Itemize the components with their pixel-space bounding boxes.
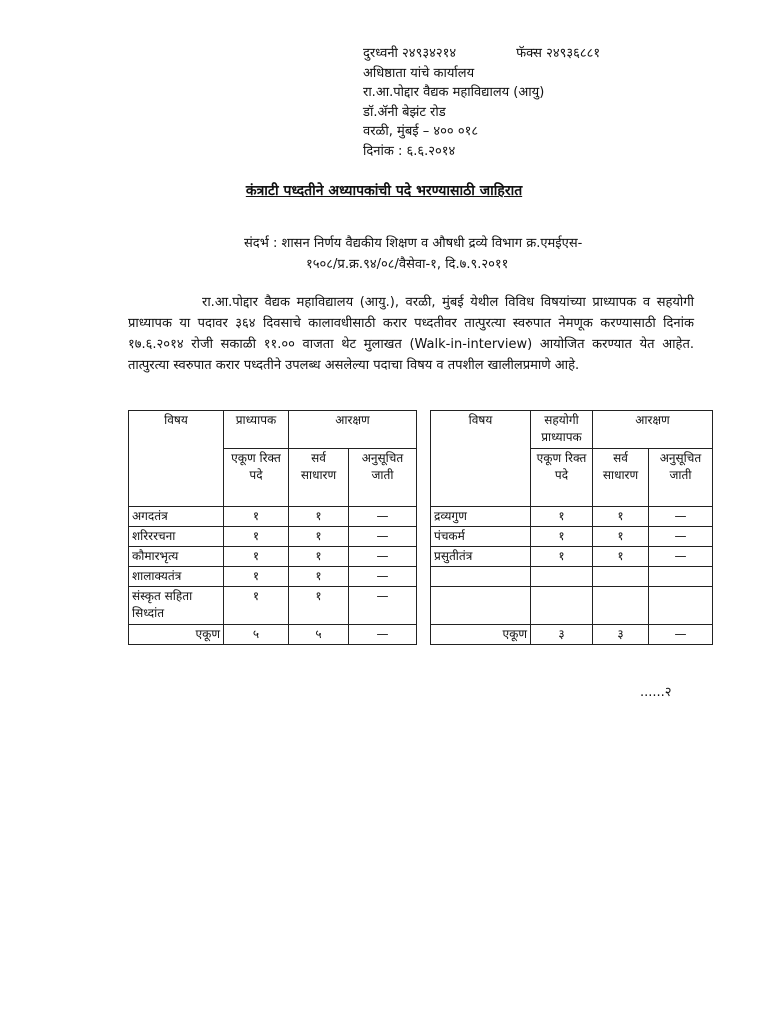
left-sc-header: अनुसूचित जाती — [349, 449, 417, 507]
right-post-header: सहयोगी प्राध्यापक — [531, 411, 593, 449]
left-sc-sum: — — [349, 625, 417, 645]
right-sc-sum: — — [649, 625, 713, 645]
left-total-sum: ५ — [224, 625, 289, 645]
phone-number: दुरध्वनी २४९३४२१४ — [363, 46, 457, 61]
right-general-header: सर्व साधारण — [593, 449, 649, 507]
page-continuation: ......२ — [640, 685, 672, 700]
advertisement-title: कंत्राटी पध्दतीने अध्यापकांची पदे भरण्यासाठी जाहिरात — [245, 183, 523, 199]
right-subject-cell: प्रसुतीतंत्र — [431, 547, 531, 567]
contact-line — [363, 44, 600, 64]
left-total-label: एकूण — [129, 625, 224, 645]
paragraph-text: रा.आ.पोद्दार वैद्यक महाविद्यालय (आयु.), वरळी, मुंबई येथील विविध विषयांच्या प्राध्यापक व सहयोगी प्राध्यापक या पदावर ३६४ दिवसाचे कालावधीसाठी करार पध्दतीवर तात्पुरत्या स्वरुपात नेमणूक करण्यासाठी दिनांक १७.६.२०१४ रोजी सकाळी ११.०० वाजता थेट मुलाखत (Walk-in-interview) आयोजित करण्यात येत आहेत. तात्पुरत्या स्वरुपात करार पध्दतीने उपलब्ध असलेल्या पदाचा विषय व तपशील खालीलप्रमाणे आहे. — [128, 295, 694, 373]
letter-date: दिनांक : ६.६.२०१४ — [363, 143, 456, 159]
right-general-cell: १ — [593, 547, 649, 567]
right-general-cell: १ — [593, 527, 649, 547]
right-empty-cell — [649, 567, 713, 587]
left-subject-cell: संस्कृत सहिता सिध्दांत — [129, 587, 224, 625]
right-empty-cell — [431, 567, 531, 587]
left-general-header: सर्व साधारण — [289, 449, 349, 507]
right-general-cell: १ — [593, 507, 649, 527]
left-total-cell: १ — [224, 587, 289, 625]
reference-line-2: १५०८/प्र.क्र.९४/०८/वैसेवा-१, दि.७.९.२०११ — [306, 257, 509, 272]
left-reservation-header: आरक्षण — [289, 411, 417, 449]
left-general-sum: ५ — [289, 625, 349, 645]
right-empty-cell — [531, 587, 593, 625]
left-sc-cell: — — [349, 547, 417, 567]
left-total-vacant-header: एकूण रिक्त पदे — [224, 449, 289, 507]
left-general-cell: १ — [289, 547, 349, 567]
office-name: अधिष्ठाता यांचे कार्यालय — [363, 65, 475, 81]
fax-number: फॅक्स २४९३६८८१ — [516, 46, 601, 61]
left-sc-cell: — — [349, 587, 417, 625]
city-address: वरळी, मुंबई – ४०० ०१८ — [363, 124, 479, 139]
reference-block — [244, 233, 582, 275]
left-general-cell: १ — [289, 507, 349, 527]
table-gap — [417, 411, 431, 645]
right-subject-header: विषय — [431, 411, 531, 507]
right-reservation-header: आरक्षण — [593, 411, 713, 449]
college-name: रा.आ.पोद्दार वैद्यक महाविद्यालय (आयु) — [363, 85, 545, 100]
right-empty-cell — [531, 567, 593, 587]
right-sc-cell: — — [649, 547, 713, 567]
left-sc-cell: — — [349, 527, 417, 547]
reference-line-1: संदर्भ : शासन निर्णय वैद्यकीय शिक्षण व औषधी द्रव्ये विभाग क्र.एमईएस- — [244, 236, 583, 251]
right-total-vacant-header: एकूण रिक्त पदे — [531, 449, 593, 507]
right-subject-cell: पंचकर्म — [431, 527, 531, 547]
right-empty-cell — [649, 587, 713, 625]
right-sc-cell: — — [649, 507, 713, 527]
right-total-sum: ३ — [531, 625, 593, 645]
left-post-header: प्राध्यापक — [224, 411, 289, 449]
right-subject-cell: द्रव्यगुण — [431, 507, 531, 527]
left-subject-cell: अगदतंत्र — [129, 507, 224, 527]
left-subject-cell: शालाक्यतंत्र — [129, 567, 224, 587]
right-total-cell: १ — [531, 547, 593, 567]
road-address: डॉ.ॲनी बेझंट रोड — [363, 104, 446, 120]
left-sc-cell: — — [349, 507, 417, 527]
left-total-cell: १ — [224, 547, 289, 567]
right-total-label: एकूण — [431, 625, 531, 645]
body-paragraph — [128, 292, 694, 376]
left-subject-cell: शरिररचना — [129, 527, 224, 547]
left-general-cell: १ — [289, 567, 349, 587]
right-empty-cell — [431, 587, 531, 625]
vacancy-table — [128, 410, 713, 645]
left-total-cell: १ — [224, 507, 289, 527]
left-total-cell: १ — [224, 567, 289, 587]
left-general-cell: १ — [289, 527, 349, 547]
right-sc-cell: — — [649, 527, 713, 547]
right-sc-header: अनुसूचित जाती — [649, 449, 713, 507]
left-subject-header: विषय — [129, 411, 224, 507]
left-sc-cell: — — [349, 567, 417, 587]
right-total-cell: १ — [531, 527, 593, 547]
right-empty-cell — [593, 587, 649, 625]
left-general-cell: १ — [289, 587, 349, 625]
left-subject-cell: कौमारभृत्य — [129, 547, 224, 567]
right-empty-cell — [593, 567, 649, 587]
right-general-sum: ३ — [593, 625, 649, 645]
left-total-cell: १ — [224, 527, 289, 547]
right-total-cell: १ — [531, 507, 593, 527]
table-header-row — [129, 411, 713, 449]
letter-header — [363, 44, 600, 161]
